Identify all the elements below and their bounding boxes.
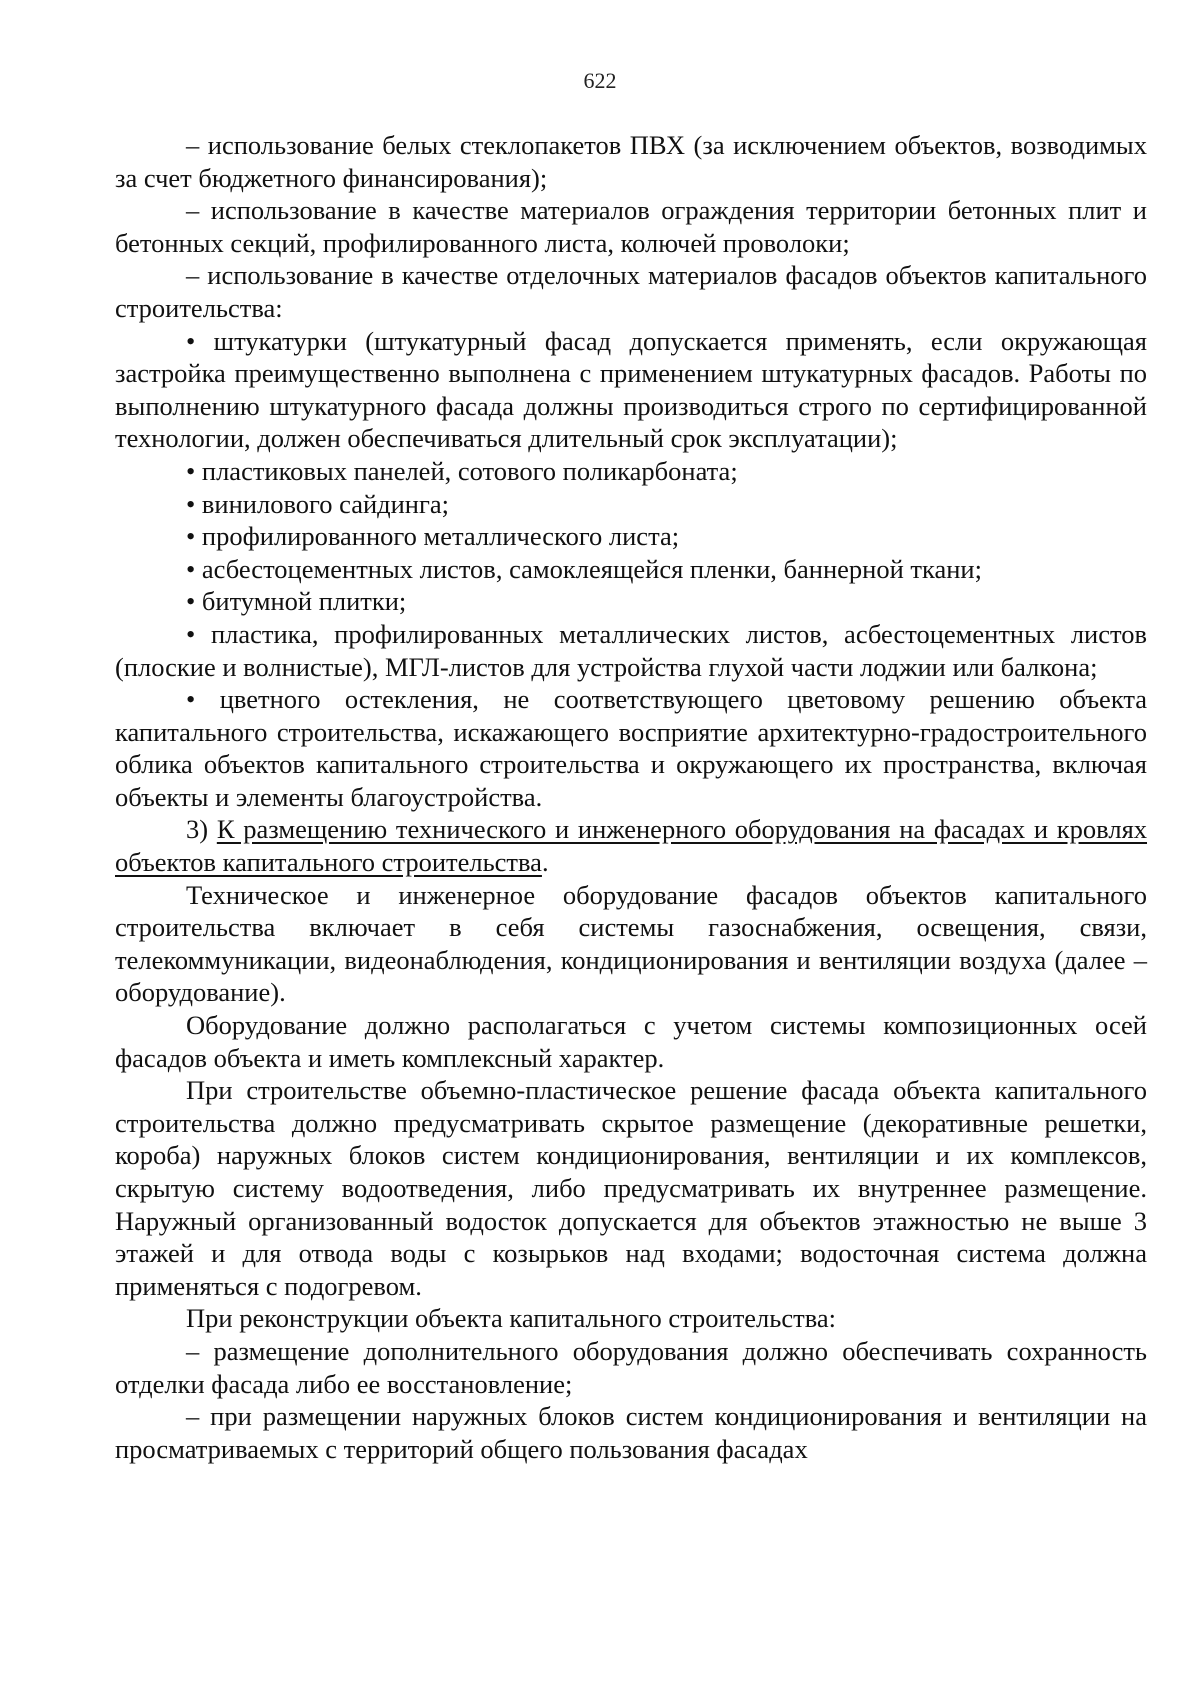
dash-item-finish-preservation: – размещение дополнительного оборудования должно обеспечивать сохранность отделки фасада либо ее восстановление; bbox=[115, 1335, 1147, 1399]
section-number: 3) bbox=[186, 814, 209, 845]
bullet-text: винилового сайдинга; bbox=[201, 488, 449, 519]
bullet-item-plaster bbox=[115, 325, 1147, 455]
paragraph-equipment-definition: Техническое и инженерное оборудование фасадов объектов капитального строительства включает в себя системы газоснабжения, освещения, связи, телекоммуникации, видеонаблюдения, кондиционирования и вентиляции воздуха (далее – оборудование). bbox=[115, 879, 1147, 1008]
bullet-item-vinyl-siding bbox=[115, 488, 1147, 521]
section-title-end: . bbox=[541, 847, 549, 878]
dash-item-pvc: – использование белых стеклопакетов ПВХ (за исключением объектов, возводимых за счет бюджетного финансирования); bbox=[115, 130, 1147, 193]
bullet-item-loggia bbox=[115, 618, 1147, 683]
dash-item-facade-materials: – использование в качестве отделочных материалов фасадов объектов капитального строительства: bbox=[115, 260, 1147, 323]
bullet-item-plastic-panels bbox=[115, 455, 1147, 488]
bullet-item-colored-glazing bbox=[115, 683, 1147, 813]
bullet-icon: • bbox=[186, 684, 196, 715]
bullet-text: асбестоцементных листов, самоклеящейся пленки, баннерной ткани; bbox=[201, 553, 982, 584]
bullet-text: штукатурки (штукатурный фасад допускается применять, если окружающая застройка преимущественно выполнена с применением штукатурных фасадов. Работы по выполнению штукатурного фасада должны производиться строго по сертифицированной технологии, должен обеспечиваться длительный срок эксплуатации); bbox=[115, 325, 1147, 454]
bullet-text: пластиковых панелей, сотового поликарбоната; bbox=[201, 455, 738, 486]
dash-item-outdoor-units: – при размещении наружных блоков систем кондиционирования и вентиляции на просматриваемых с территорий общего пользования фасадах bbox=[115, 1401, 1147, 1464]
bullet-icon: • bbox=[186, 521, 196, 552]
bullet-icon: • bbox=[186, 618, 196, 649]
paragraph-construction: При строительстве объемно-пластическое решение фасада объекта капитального строительства должно предусматривать скрытое размещение (декоративные решетки, короба) наружных блоков систем кондиционирования, вентиляции и их комплексов, скрытую систему водоотведения, либо предусматривать их внутреннее размещение. Наружный организованный водосток допускается для объектов этажностью не выше 3 этажей и для отвода воды с козырьков над входами; водосточная система должна применяться с подогревом. bbox=[115, 1075, 1147, 1301]
bullet-icon: • bbox=[186, 488, 196, 519]
paragraph-composition-axes: Оборудование должно располагаться с учетом системы композиционных осей фасадов объекта и иметь комплексный характер. bbox=[115, 1010, 1147, 1073]
document-body bbox=[115, 129, 1147, 1465]
page-number: 622 bbox=[583, 68, 617, 93]
bullet-text: пластика, профилированных металлических листов, асбестоцементных листов (плоские и волнистые), МГЛ-листов для устройства глухой части лоджии или балкона; bbox=[115, 618, 1147, 682]
section-heading bbox=[115, 813, 1147, 878]
bullet-text: битумной плитки; bbox=[201, 586, 407, 617]
section-title: К размещению технического и инженерного оборудования на фасадах и кровлях объектов капитального строительства bbox=[115, 814, 1148, 878]
bullet-icon: • bbox=[186, 553, 196, 584]
dash-item-fencing: – использование в качестве материалов ограждения территории бетонных плит и бетонных секций, профилированного листа, колючей проволоки; bbox=[115, 195, 1147, 258]
bullet-item-metal-sheet bbox=[115, 520, 1147, 553]
bullet-text: цветного остекления, не соответствующего цветовому решению объекта капитального строительства, искажающего восприятие архитектурно-градостроительного облика объектов капитального строительства и окружающего их пространства, включая объекты и элементы благоустройства. bbox=[115, 684, 1148, 812]
bullet-item-bitumen bbox=[115, 585, 1147, 618]
bullet-icon: • bbox=[186, 586, 196, 617]
bullet-icon: • bbox=[186, 325, 196, 356]
bullet-icon: • bbox=[186, 455, 196, 486]
paragraph-reconstruction: При реконструкции объекта капитального строительства: bbox=[186, 1303, 836, 1334]
bullet-item-asbestos bbox=[115, 553, 1147, 586]
bullet-text: профилированного металлического листа; bbox=[201, 521, 680, 552]
